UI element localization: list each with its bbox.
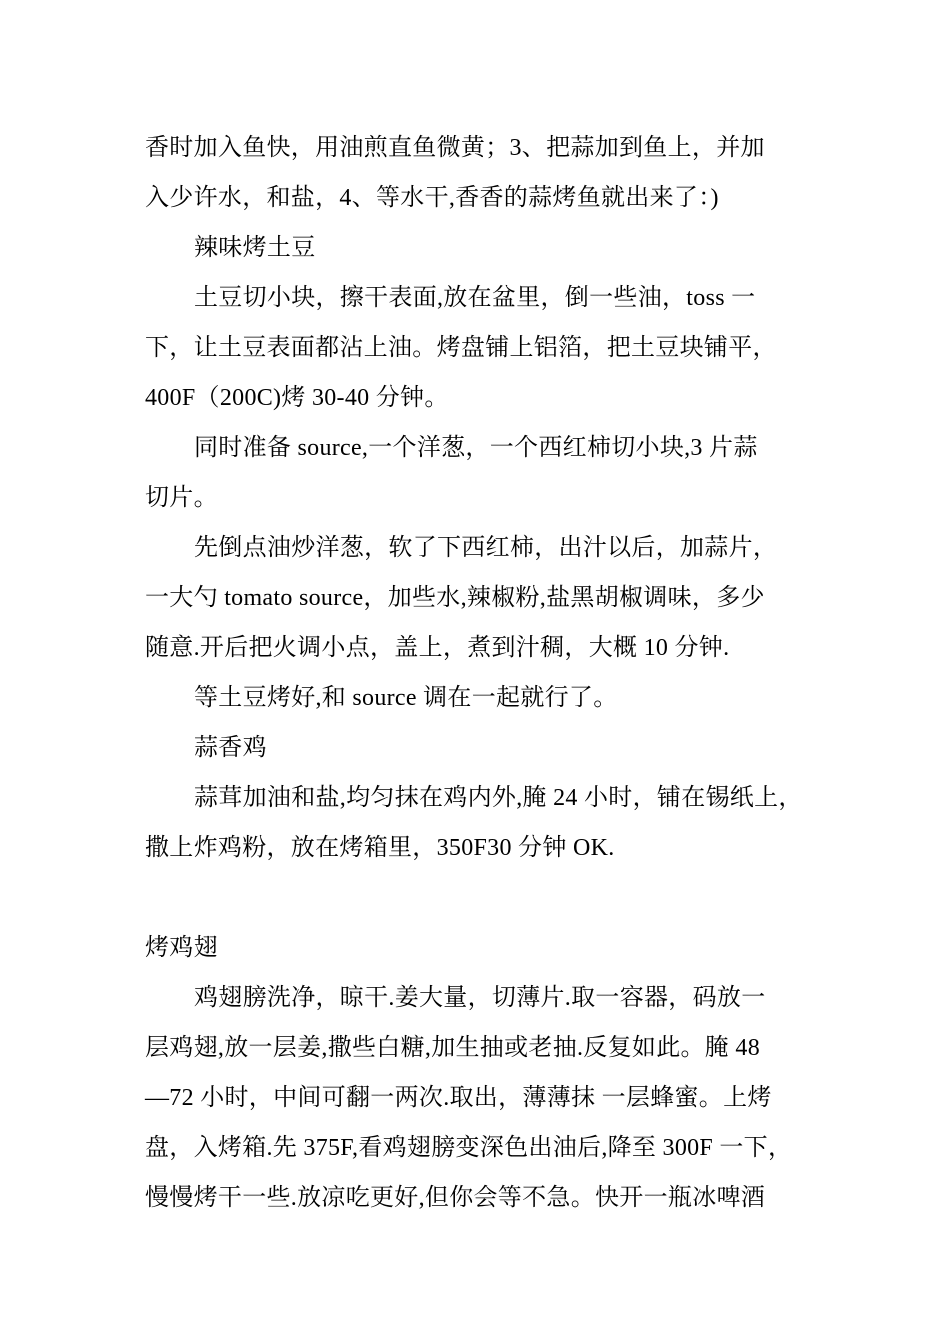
text-line: 土豆切小块，擦干表面,放在盆里，倒一些油，toss 一 — [194, 285, 756, 311]
text-line: 慢慢烤干一些.放凉吃更好,但你会等不急。快开一瓶冰啤酒 — [145, 1185, 766, 1211]
text-line: 先倒点油炒洋葱，软了下西红柿，出汁以后，加蒜片， — [194, 535, 778, 561]
text-line: 盘，入烤箱.先 375F,看鸡翅膀变深色出油后,降至 300F 一下， — [145, 1135, 793, 1161]
section-heading-garlic-chicken: 蒜香鸡 — [194, 735, 267, 761]
text-line: 入少许水，和盐，4、等水干,香香的蒜烤鱼就出来了：) — [145, 185, 719, 211]
text-line: 撒上炸鸡粉，放在烤箱里，350F30 分钟 OK. — [145, 835, 615, 861]
text-line: 随意.开后把火调小点，盖上，煮到汁稠，大概 10 分钟. — [145, 635, 730, 661]
text-line: 一大勺 tomato source，加些水,辣椒粉,盐黑胡椒调味，多少 — [145, 585, 765, 611]
text-line: 下，让土豆表面都沾上油。烤盘铺上铝箔，把土豆块铺平， — [145, 335, 777, 361]
text-line: 同时准备 source,一个洋葱，一个西红柿切小块,3 片蒜 — [194, 435, 758, 461]
text-line: 蒜茸加油和盐,均匀抹在鸡内外,腌 24 小时，铺在锡纸上， — [194, 785, 803, 811]
text-line: 切片。 — [145, 485, 218, 511]
text-line: —72 小时，中间可翻一两次.取出，薄薄抹 一层蜂蜜。上烤 — [145, 1085, 772, 1111]
section-heading-spicy-roast-potato: 辣味烤土豆 — [194, 235, 316, 261]
text-line: 鸡翅膀洗净，晾干.姜大量，切薄片.取一容器，码放一 — [194, 985, 766, 1011]
text-line: 层鸡翅,放一层姜,撒些白糖,加生抽或老抽.反复如此。腌 48 — [145, 1035, 760, 1061]
text-line: 香时加入鱼快，用油煎直鱼微黄；3、把蒜加到鱼上，并加 — [145, 135, 765, 161]
section-heading-roast-chicken-wings: 烤鸡翅 — [145, 935, 218, 961]
text-line: 等土豆烤好,和 source 调在一起就行了。 — [194, 685, 618, 711]
text-line: 400F（200C)烤 30-40 分钟。 — [145, 385, 449, 411]
